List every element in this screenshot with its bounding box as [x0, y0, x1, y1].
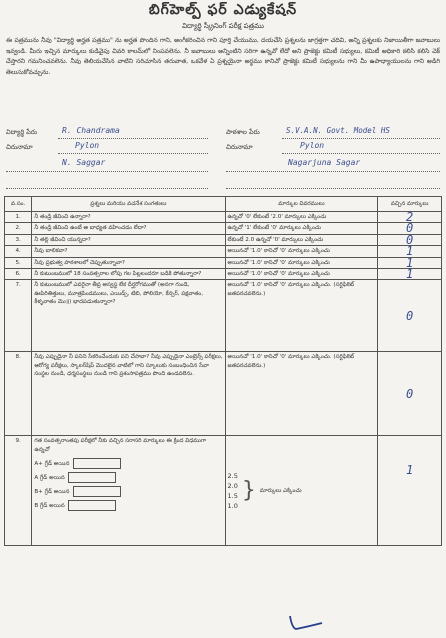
- row-number: 9.: [5, 436, 32, 546]
- school-address-value2[interactable]: Nagarjuna Sagar: [288, 158, 361, 167]
- school-name-label: పాఠశాల పేరు: [226, 128, 260, 136]
- grade-label: A గ్రేడ్ అయిన: [34, 475, 65, 482]
- student-name-value[interactable]: R. Chandrama: [62, 126, 120, 135]
- grade-points-block: [228, 471, 376, 511]
- student-address-line1: [58, 153, 208, 154]
- table-row: [5, 212, 442, 223]
- school-address-line2: [226, 171, 440, 172]
- row-number: 7.: [5, 280, 32, 352]
- row-question: నీ కుటుంబములో ఎవరైనా తీవ్ర అస్వస్థ లేక దీర్ఘరోగముతో (అనగా గుండె, ఊపిరితిత్తులు, మూత్రపిండములు, ఎయిడ్స్, టిబి, పోలియో, కేన్సర్, పక్షవాతం, కీళ్ళవాతం మొ॥) భాదపడుతున్నారా?: [32, 280, 225, 352]
- grade-point: 1.0: [227, 501, 238, 510]
- grade-label: B గ్రేడ్ అయిన: [34, 503, 65, 510]
- row-question: నీవు ఎప్పుడైనా నీ పనిని సేకరించేందుకు పని చేసావా? నీవు ఎప్పుడైనా ఎంట్రెన్స్ పరీక్షలు, ఆరోగ్య పరీక్షలు, స్కాలర్‌షిప్ మొదలైన వాటిలో గాని స్కూలుకు సంబంధించిన సేవా సంస్థల నుండి, ధర్మసంస్థలు నుండి గాని ప్రశంసాపత్రము పొంది ఉండవలెను.: [32, 352, 225, 436]
- row-question: నీవు బాలికవా?: [32, 246, 225, 257]
- grade-item: [34, 458, 222, 469]
- row-rule: అయినచో '1.0' కానిచో '0' మార్కులు ఎక్కించు. (సర్టిఫికెట్ జతపరచవలెను.): [225, 280, 378, 352]
- row-question: నీ కుటుంబములో 18 సంవత్సరాల లోపు గల పిల్లలందరూ బడికి పోతున్నారా?: [32, 269, 225, 280]
- row-number: 1.: [5, 212, 32, 223]
- screening-table: [4, 196, 442, 546]
- row-rule: అయినచో '1.0' కానిచో '0' మార్కులు ఎక్కించు: [225, 269, 378, 280]
- student-name-line: [58, 138, 208, 139]
- row-question: [32, 436, 225, 546]
- form-title: బిగ్‌హెల్ప్ ఫర్ ఎడ్యుకేషన్: [148, 2, 298, 18]
- row-number: 8.: [5, 352, 32, 436]
- signature-mark: [286, 612, 326, 632]
- grade-item: [34, 472, 222, 483]
- grade-point: 2.0: [227, 481, 238, 490]
- student-address-line2: [6, 171, 208, 172]
- row-question: నీ తండ్రి జీవించి ఉన్నారా?: [32, 212, 225, 223]
- row-mark[interactable]: 0: [378, 352, 442, 436]
- row-rule: మార్కులు ఎక్కించు: [259, 487, 302, 494]
- row-number: 3.: [5, 234, 32, 245]
- table-row: [5, 234, 442, 245]
- row-question: నీ తండ్రి జీవించి ఉంటే ఆ బాధ్యత వహించడం లేదా?: [32, 223, 225, 234]
- row-mark[interactable]: 0: [378, 223, 442, 234]
- grade-label: B+ గ్రేడ్ అయిన: [34, 489, 70, 496]
- grade-box: [73, 486, 121, 497]
- school-name-value[interactable]: S.V.A.N. Govt. Model HS: [286, 126, 390, 135]
- header-serial: వ.సం.: [5, 197, 32, 212]
- row-mark[interactable]: 1: [378, 246, 442, 257]
- row-mark[interactable]: 2: [378, 212, 442, 223]
- header-marks: వచ్చిన మార్కులు: [378, 197, 442, 212]
- student-name-label: విద్యార్థి పేరు: [6, 128, 38, 136]
- row-rule: ఉన్నచో '1' లేకుంటే '0' మార్కులు ఎక్కించు: [225, 223, 378, 234]
- brace-icon: }: [241, 477, 256, 503]
- student-address-line3: [6, 188, 208, 189]
- row-question-text: గత సంవత్సరాంతపు పరీక్షలో నీకు వచ్చిన సరాసరి మార్కులు ఈ క్రింద విధముగా ఉన్నచో: [34, 438, 207, 453]
- header-question: ప్రశ్నలు మరియు వచనేశ సంగతులు: [32, 197, 225, 212]
- row-rule: లేకుంటే 2.0 ఉన్నచో '0' మార్కులు ఎక్కించు: [225, 234, 378, 245]
- row-number: 5.: [5, 257, 32, 268]
- grade-item: [34, 500, 222, 511]
- row-mark[interactable]: 1: [378, 436, 442, 546]
- grade-points: [228, 471, 238, 511]
- row-number: 2.: [5, 223, 32, 234]
- table-header-row: [5, 197, 442, 212]
- school-address-value1[interactable]: Pylon: [300, 141, 325, 150]
- row-rule-cell: [225, 436, 378, 546]
- grade-box: [68, 500, 116, 511]
- table-row: [5, 352, 442, 436]
- row-number: 6.: [5, 269, 32, 280]
- row-question: నీ తల్లి జీవించి యున్నదా?: [32, 234, 225, 245]
- school-address-line1: [282, 153, 440, 154]
- grade-box: [68, 472, 116, 483]
- row-mark[interactable]: 0: [378, 280, 442, 352]
- student-address-value1[interactable]: Pylon: [75, 141, 100, 150]
- row-mark[interactable]: 1: [378, 269, 442, 280]
- row-rule: అయినచో '1.0' కానిచో '0' మార్కులు ఎక్కించు: [225, 257, 378, 268]
- grade-point: 2.5: [227, 471, 238, 480]
- school-address-line3: [226, 188, 440, 189]
- grade-item: [34, 486, 222, 497]
- table-row: [5, 257, 442, 268]
- student-address-label: చిరునామా: [6, 143, 33, 151]
- row-number: 4.: [5, 246, 32, 257]
- school-name-line: [282, 138, 440, 139]
- row-rule: ఉన్నచో '0' లేకుంటే '2.0' మార్కులు ఎక్కించు: [225, 212, 378, 223]
- grade-box: [73, 458, 121, 469]
- grade-label: A+ గ్రేడ్ అయిన: [34, 461, 70, 468]
- grade-list: [34, 458, 222, 511]
- row-rule: అయినచో '1.0' కానిచో '0' మార్కులు ఎక్కించు: [225, 246, 378, 257]
- form-subtitle: విద్యార్థి స్క్రీనింగ్ పరీక్ష పత్రము: [182, 22, 264, 30]
- table-row: [5, 269, 442, 280]
- row-mark[interactable]: 1: [378, 257, 442, 268]
- student-address-value2[interactable]: N. Saggar: [62, 158, 106, 167]
- table-row: [5, 436, 442, 546]
- instructions-paragraph: ఈ పత్రమును నీవు "విద్యార్థి అర్హత పత్రము" ను అర్హత పొందిన గాని, అంగీకరించిన గాని పూర్తి చేయుము, దయచేసి ప్రశ్నలను జాగ్రత్తగా చదివి, అన్ని ప్రశ్నలకు నిజాయితీగా జవాబులు ఇవ్వండి. మీరు ఇచ్చిన మార్కులు కుడివైపు చివరి కాలమ్‌లో నింపవలెను. నీ జవాబులు అన్నింటిని సరిగా ఉన్నవో లేదో అని ప్రాజెక్టు కమిటీ సభ్యులు, కమిటీ అధికారి కలిసి కలిసి చెక్ చేస్తారని గమనించవలెను. నీవు తెలియచేసిన వాటిని సరిచూసిన తరువాత, ఒకవేళ ఏ ప్రశ్నయైనా అర్థము కానిచో ప్రాజెక్టు కమిటీ సభ్యులను గాని మీ ఉపాధ్యాయులను గాని అడిగి తెలుసుకోవచ్చును.: [6, 37, 440, 76]
- row-mark[interactable]: 0: [378, 234, 442, 245]
- school-address-label: చిరునామా: [226, 143, 253, 151]
- table-row: [5, 223, 442, 234]
- table-row: [5, 246, 442, 257]
- row-question: నీవు ప్రభుత్వ పాఠశాలలో చెప్పుతున్నావా?: [32, 257, 225, 268]
- table-row: [5, 280, 442, 352]
- header-rule: మార్కుల వివరములు: [225, 197, 378, 212]
- grade-point: 1.5: [227, 491, 238, 500]
- row-rule: అయినచో '1.0' కానిచో '0' మార్కులు ఎక్కించు. (సర్టిఫికెట్ జతపరచవలెను.): [225, 352, 378, 436]
